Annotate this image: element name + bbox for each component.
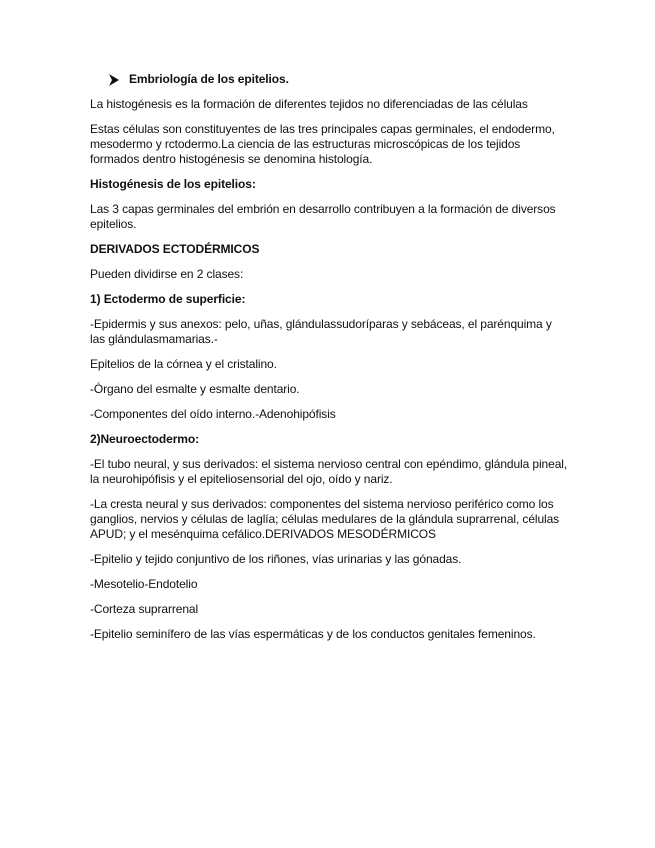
germ-layers-paragraph: Estas células son constituyentes de las tres principales capas germinales, el endodermo, mesodermo y rctodermo.La ciencia de las estructuras microscópicas de los tejidos formados dentro histogénesis se denomina histología. xyxy=(90,122,555,166)
classes-paragraph: Pueden dividirse en 2 clases: xyxy=(90,267,244,281)
list-item: -Corteza suprarrenal xyxy=(90,602,199,616)
intro-paragraph: La histogénesis es la formación de diferentes tejidos no diferenciadas de las células xyxy=(90,97,528,111)
list-item: -Epitelio y tejido conjuntivo de los riñones, vías urinarias y las gónadas. xyxy=(90,552,462,566)
document-title-row xyxy=(90,72,570,87)
list-item: Epitelios de la córnea y el cristalino. xyxy=(90,357,277,371)
histogenesis-paragraph: Las 3 capas germinales del embrión en desarrollo contribuyen a la formación de diversos epitelios. xyxy=(90,202,556,231)
document-page xyxy=(90,72,570,652)
arrow-bullet-icon xyxy=(109,74,119,86)
list-item: -Órgano del esmalte y esmalte dentario. xyxy=(90,382,300,396)
list-item: -Componentes del oído interno.-Adenohipófisis xyxy=(90,407,336,421)
list-item: -Epidermis y sus anexos: pelo, uñas, glándulassudoríparas y sebáceas, el parénquima y las glándulasmamarias.- xyxy=(90,317,552,346)
document-title: Embriología de los epitelios. xyxy=(129,72,289,86)
subheading-neuroectoderm: 2)Neuroectodermo: xyxy=(90,432,199,446)
list-item: -Epitelio seminífero de las vías espermáticas y de los conductos genitales femeninos. xyxy=(90,627,536,641)
list-item: -El tubo neural, y sus derivados: el sistema nervioso central con epéndimo, glándula pineal, la neurohipófisis y el epiteliosensorial del ojo, oído y nariz. xyxy=(90,457,568,486)
list-item: -Mesotelio-Endotelio xyxy=(90,577,198,591)
list-item: -La cresta neural y sus derivados: componentes del sistema nervioso periférico como los ganglios, nervios y células de laglía; células medulares de la glándula suprarrenal, células APUD; y el mesénquima cefálico.DERIVADOS MESODÉRMICOS xyxy=(90,497,560,541)
subheading-surface-ectoderm: 1) Ectodermo de superficie: xyxy=(90,292,246,306)
section-heading-ectodermal: DERIVADOS ECTODÉRMICOS xyxy=(90,242,260,256)
section-heading-histogenesis: Histogénesis de los epitelios: xyxy=(90,177,256,191)
